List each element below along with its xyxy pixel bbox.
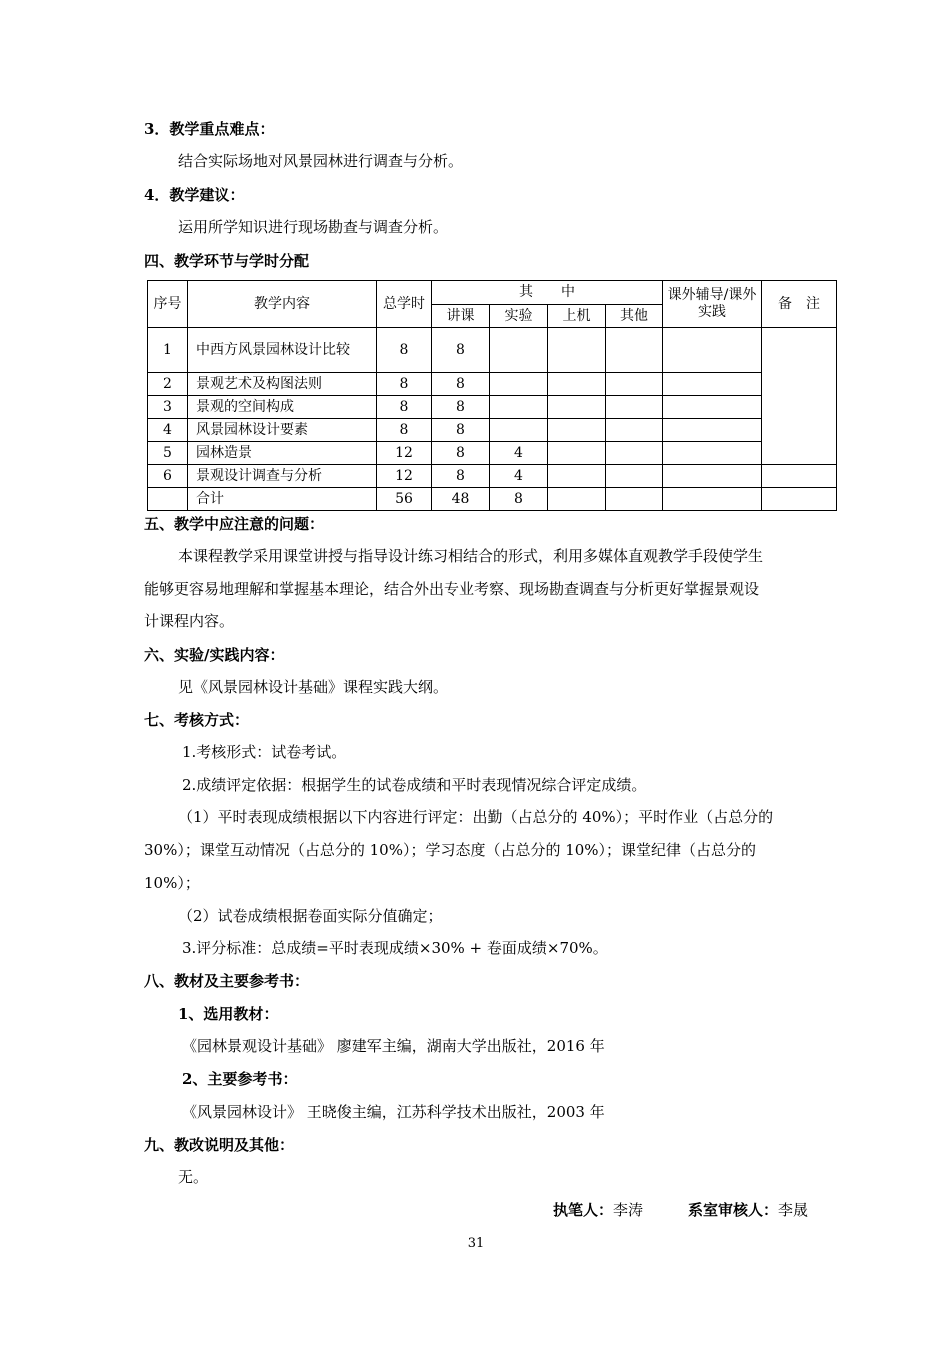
assessment-item-3-line-1: （1）平时表现成绩根据以下内容进行评定：出勤（占总分的 40%）；平时作业（占总分的 [178,808,774,826]
cell-lecture: 8 [432,328,490,373]
page-number: 31 [467,1236,485,1251]
cell-computer [548,396,606,419]
cell-lecture: 8 [432,419,490,442]
cell-content: 景观的空间构成 [188,396,377,419]
assessment-item-1: 1.考核形式：试卷考试。 [182,743,347,761]
cell-extracurricular [663,442,762,465]
header-remarks: 备 注 [762,281,837,328]
section-v-line-2: 能够更容易地理解和掌握基本理论，结合外出专业考察、现场勘查调查与分析更好掌握景观设 [144,580,760,598]
cell-extracurricular [663,419,762,442]
textbook-entry: 《园林景观设计基础》 廖建军主编，湖南大学出版社，2016 年 [182,1037,605,1055]
table-row [148,465,837,488]
cell-computer [548,488,606,511]
cell-sum-total: 56 [377,488,432,511]
cell-no: 1 [148,328,188,373]
cell-other [606,328,663,373]
section-4-heading: 4．教学建议： [144,186,245,204]
header-total-hours: 总学时 [377,281,432,328]
reviewer-label: 系室审核人： [688,1201,779,1219]
cell-other [606,373,663,396]
table-row [148,419,837,442]
table-sum-row [148,488,837,511]
cell-experiment [490,419,548,442]
cell-extracurricular [663,488,762,511]
section-iv-heading: 四、教学环节与学时分配 [144,252,310,270]
section-3-heading: 3．教学重点难点： [144,120,275,138]
cell-other [606,442,663,465]
reviewer-signature [688,1199,808,1220]
cell-no: 6 [148,465,188,488]
author-signature [553,1199,643,1220]
header-extracurricular: 课外辅导/课外实践 [663,281,762,328]
header-other: 其他 [606,305,663,328]
table-row [148,396,837,419]
section-4-text: 运用所学知识进行现场勘查与调查分析。 [178,218,449,236]
section-vi-text: 见《风景园林设计基础》课程实践大纲。 [178,678,449,696]
cell-computer [548,465,606,488]
cell-other [606,396,663,419]
cell-no: 5 [148,442,188,465]
section-v-line-1: 本课程教学采用课堂讲授与指导设计练习相结合的形式，利用多媒体直观教学手段使学生 [178,547,764,565]
textbook-subheading: 1、选用教材： [178,1005,279,1023]
cell-remarks-merged [762,328,837,465]
cell-experiment [490,328,548,373]
cell-total: 12 [377,465,432,488]
cell-total: 12 [377,442,432,465]
section-ix-text: 无。 [178,1168,209,1186]
section-3-text: 结合实际场地对风景园林进行调查与分析。 [178,152,464,170]
author-name: 李涛 [613,1201,644,1219]
cell-lecture: 8 [432,442,490,465]
assessment-item-5: 3.评分标准：总成绩=平时表现成绩×30% + 卷面成绩×70%。 [182,939,608,957]
reference-subheading: 2、主要参考书： [182,1070,298,1088]
section-v-line-3: 计课程内容。 [144,612,235,630]
section-ix-heading: 九、教改说明及其他： [144,1136,295,1154]
cell-extracurricular [663,373,762,396]
assessment-item-2: 2.成绩评定依据：根据学生的试卷成绩和平时表现情况综合评定成绩。 [182,776,647,794]
assessment-item-3-line-3: 10%）； [144,874,200,892]
section-viii-heading: 八、教材及主要参考书： [144,972,310,990]
cell-sum-experiment: 8 [490,488,548,511]
cell-remarks [762,488,837,511]
cell-experiment [490,373,548,396]
reference-entry: 《风景园林设计》 王晓俊主编，江苏科学技术出版社，2003 年 [182,1103,605,1121]
header-among: 其 中 [432,281,663,305]
cell-other [606,465,663,488]
cell-content: 园林造景 [188,442,377,465]
cell-experiment: 4 [490,442,548,465]
cell-computer [548,373,606,396]
cell-remarks [762,465,837,488]
header-computer: 上机 [548,305,606,328]
cell-experiment [490,396,548,419]
cell-content: 中西方风景园林设计比较 [188,328,377,373]
cell-computer [548,442,606,465]
cell-content: 景观设计调查与分析 [188,465,377,488]
header-content: 教学内容 [188,281,377,328]
cell-extracurricular [663,328,762,373]
cell-no: 2 [148,373,188,396]
table-row [148,442,837,465]
cell-lecture: 8 [432,373,490,396]
cell-total: 8 [377,373,432,396]
cell-content: 风景园林设计要素 [188,419,377,442]
cell-sum-label: 合计 [188,488,377,511]
schedule-table [147,280,837,511]
cell-total: 8 [377,419,432,442]
reviewer-name: 李晟 [778,1201,809,1219]
cell-lecture: 8 [432,465,490,488]
table-row [148,328,837,373]
cell-computer [548,328,606,373]
cell-no [148,488,188,511]
header-seq: 序号 [148,281,188,328]
header-lecture: 讲课 [432,305,490,328]
assessment-item-4: （2）试卷成绩根据卷面实际分值确定； [178,907,443,925]
section-v-heading: 五、教学中应注意的问题： [144,515,325,533]
cell-experiment: 4 [490,465,548,488]
author-label: 执笔人： [553,1201,614,1219]
cell-no: 4 [148,419,188,442]
cell-extracurricular [663,465,762,488]
cell-extracurricular [663,396,762,419]
cell-other [606,419,663,442]
cell-total: 8 [377,396,432,419]
cell-computer [548,419,606,442]
table-row [148,373,837,396]
cell-other [606,488,663,511]
section-vi-heading: 六、实验/实践内容： [144,646,285,664]
cell-lecture: 8 [432,396,490,419]
cell-content: 景观艺术及构图法则 [188,373,377,396]
assessment-item-3-line-2: 30%）；课堂互动情况（占总分的 10%）；学习态度（占总分的 10%）；课堂纪律（占总分的 [144,841,757,859]
header-experiment: 实验 [490,305,548,328]
cell-total: 8 [377,328,432,373]
cell-no: 3 [148,396,188,419]
cell-sum-lecture: 48 [432,488,490,511]
section-vii-heading: 七、考核方式： [144,711,250,729]
